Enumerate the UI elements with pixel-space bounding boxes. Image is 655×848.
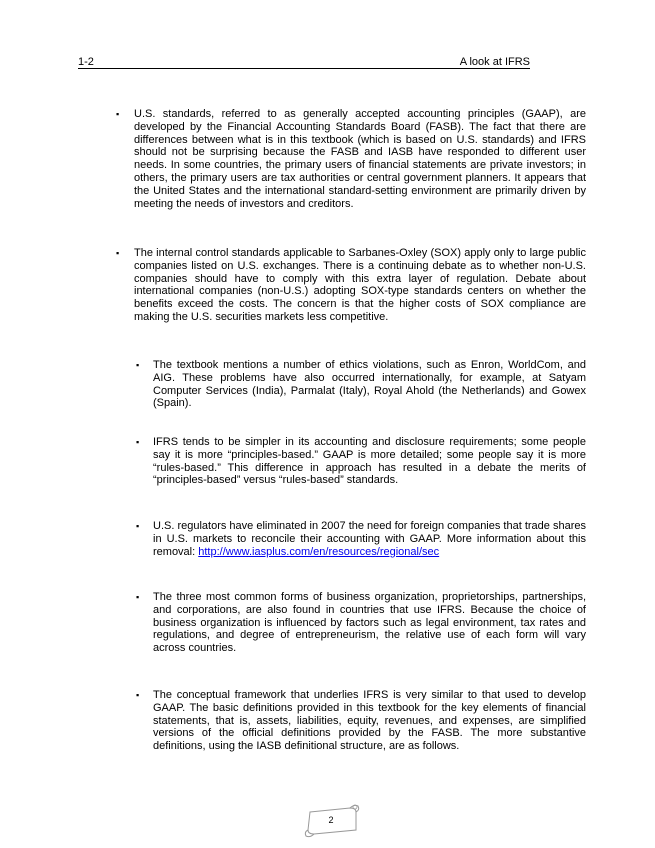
iasplus-sec-link[interactable]: http://www.iasplus.com/en/resources/regional/sec [198,545,440,558]
bullet-text-body: U.S. regulators have eliminated in 2007 the need for foreign companies that trade shares in U.S. markets to reconcile their accounting with GAAP. More information about this removal: [153,520,586,558]
bullet-conceptual-framework [136,689,586,753]
bullet-marker: ▪ [116,109,120,119]
header-rule [78,68,530,69]
header-title: A look at IFRS [459,56,530,68]
bullet-marker: ▪ [136,592,140,602]
bullet-text: The conceptual framework that underlies IFRS is very similar to that used to develop GAAP. The basic definitions provided in this textbook for the key elements of financial statements, that is, assets, liabilities, equity, revenues, and expenses, are simplified versions of the official definitions provided by the FASB. The more substantive definitions, using the IASB definitional structure, are as follows. [153,689,586,753]
bullet-principles-vs-rules [136,436,586,487]
bullet-text: U.S. standards, referred to as generally accepted accounting principles (GAAP), are developed by the Financial Accounting Standards Board (FASB). The fact that there are differences between what is in this textbook (which is based on U.S. standards) and IFRS should not be surprising because the FASB and IASB have responded to different user needs. In some countries, the primary users of financial statements are private investors; in others, the primary users are tax authorities or central government planners. It appears that the United States and the international standard-setting environment are primarily driven by meeting the needs of investors and creditors. [134,108,586,210]
bullet-text: The three most common forms of business organization, proprietorships, partnerships, and corporations, are also found in countries that use IFRS. Because the choice of business organization is influenced by factors such as legal environment, tax rates and regulations, and degree of entrepreneurism, the relative use of each form will vary across countries. [153,591,586,655]
bullet-marker: ▪ [136,437,140,447]
bullet-marker: ▪ [136,521,140,531]
bullet-ethics-violations [136,359,586,410]
bullet-gaap-standards [116,108,586,210]
bullet-text [153,520,586,558]
page-header [78,55,530,69]
section-number: 1-2 [78,56,94,68]
bullet-marker: ▪ [116,248,120,258]
bullet-business-organization [136,591,586,655]
bullet-marker: ▪ [136,360,140,370]
bullet-reconciliation-removal [136,520,586,558]
bullet-text: The textbook mentions a number of ethics violations, such as Enron, WorldCom, and AIG. These problems have also occurred internationally, for example, at Satyam Computer Services (India), Parmalat (Italy), Royal Ahold (the Netherlands) and Gowex (Spain). [153,359,586,410]
bullet-text: IFRS tends to be simpler in its accounting and disclosure requirements; some people say it is more “principles-based.” GAAP is more detailed; some people say it is more “rules-based.” This difference in approach has resulted in a debate the merits of “principles-based” versus “rules-based” standards. [153,436,586,487]
bullet-text: The internal control standards applicable to Sarbanes-Oxley (SOX) apply only to large public companies listed on U.S. exchanges. There is a continuing debate as to whether non-U.S. companies should have to comply with this extra layer of regulation. Debate about international companies (non-U.S.) adopting SOX-type standards centers on whether the benefits exceed the costs. The concern is that the higher costs of SOX compliance are making the U.S. securities markets less competitive. [134,247,586,323]
bullet-sox-internal-control [116,247,586,324]
bullet-marker: ▪ [136,690,140,700]
page-number: 2 [328,815,334,825]
